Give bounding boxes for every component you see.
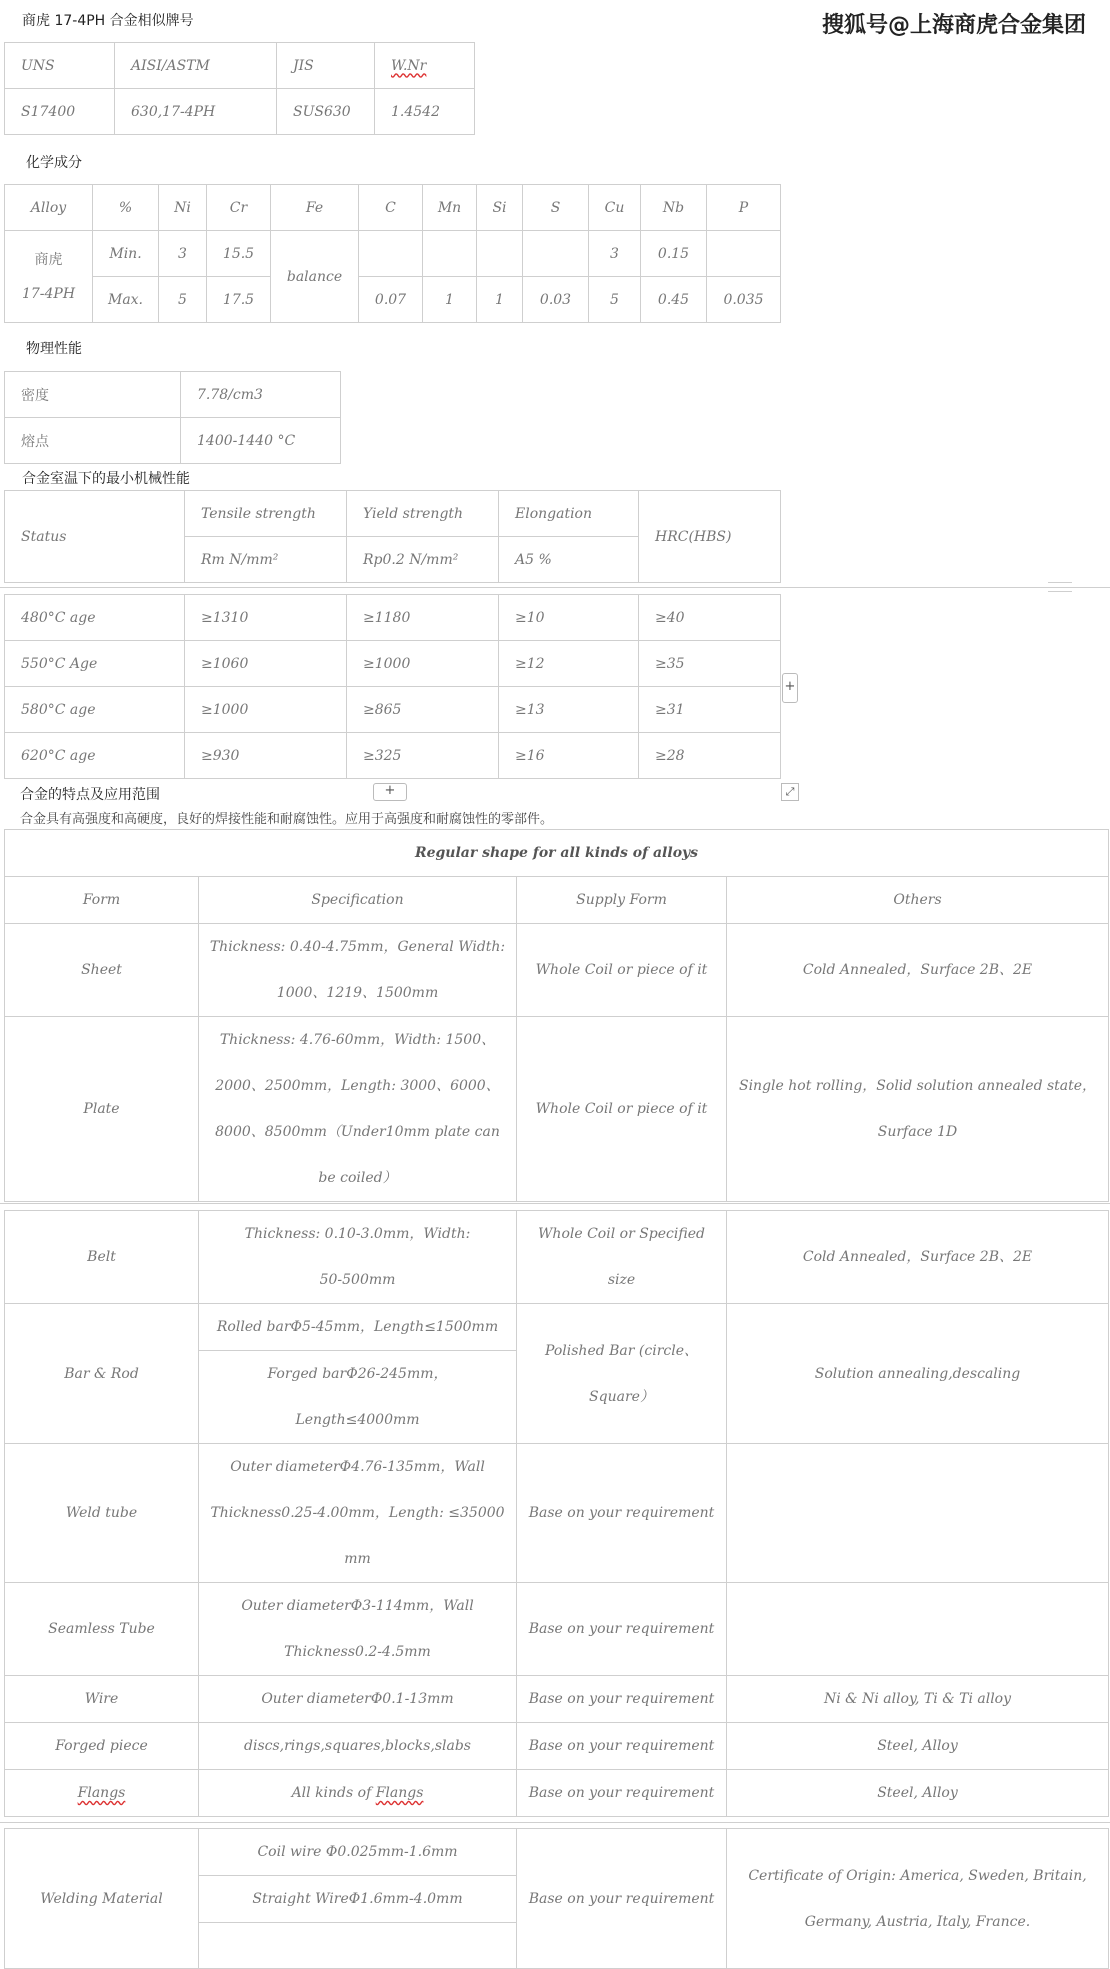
mech-elong-header: Elongation bbox=[499, 491, 639, 537]
shape-others: Steel, Alloy bbox=[727, 1770, 1109, 1817]
add-row-button[interactable]: + bbox=[373, 783, 407, 801]
section-title-equivalents: 商虎 17-4PH 合金相似牌号 bbox=[22, 13, 194, 29]
mech-row bbox=[5, 641, 781, 687]
comp-max-label: Max. bbox=[93, 277, 159, 323]
mech-hrc: ≥31 bbox=[639, 687, 781, 733]
equiv-value: 1.4542 bbox=[375, 89, 475, 135]
shape-spec bbox=[199, 1351, 517, 1444]
mech-yield: ≥1180 bbox=[347, 595, 499, 641]
mech-status: 580°C age bbox=[5, 687, 185, 733]
equivalents-table bbox=[4, 42, 475, 135]
comp-header: Si bbox=[477, 185, 523, 231]
comp-max-s: 0.03 bbox=[523, 277, 589, 323]
shape-spec: Straight WireΦ1.6mm-4.0mm bbox=[199, 1876, 517, 1923]
shape-supply: Base on your requirement bbox=[517, 1770, 727, 1817]
shape-spec bbox=[199, 1211, 517, 1304]
shape-supply: Base on your requirement bbox=[517, 1583, 727, 1676]
shape-spec: Outer diameterΦ0.1-13mm bbox=[199, 1676, 517, 1723]
physical-table bbox=[4, 371, 341, 464]
comp-header: P bbox=[707, 185, 781, 231]
equiv-value: S17400 bbox=[5, 89, 115, 135]
shapes-header: Form bbox=[5, 877, 199, 924]
comp-min-ni: 3 bbox=[159, 231, 207, 277]
comp-header: Cu bbox=[589, 185, 641, 231]
shape-supply: Whole Coil or Specified size bbox=[517, 1211, 727, 1304]
mech-status: 550°C Age bbox=[5, 641, 185, 687]
shape-spec-line: Thickness0.25-4.00mm，Length: ≤35000 bbox=[210, 1505, 505, 1521]
comp-header: % bbox=[93, 185, 159, 231]
comp-header: S bbox=[523, 185, 589, 231]
comp-fe-cell: balance bbox=[271, 231, 359, 323]
equiv-header: AISI/ASTM bbox=[115, 43, 277, 89]
shape-spec-word: Flangs bbox=[375, 1785, 424, 1801]
shape-spec-line: Thickness0.2-4.5mm bbox=[284, 1644, 431, 1660]
shape-spec bbox=[199, 1583, 517, 1676]
mech-status: 620°C age bbox=[5, 733, 185, 779]
shape-spec-line: be coiled） bbox=[318, 1170, 397, 1186]
equiv-header: UNS bbox=[5, 43, 115, 89]
phys-value: 7.78/cm3 bbox=[181, 372, 341, 418]
equiv-header: JIS bbox=[277, 43, 375, 89]
shapes-title: Regular shape for all kinds of alloys bbox=[5, 830, 1109, 877]
shape-spec-line: Length≤4000mm bbox=[295, 1412, 420, 1428]
shape-spec bbox=[199, 1770, 517, 1817]
shapes-header: Supply Form bbox=[517, 877, 727, 924]
shape-others: Solution annealing,descaling bbox=[727, 1304, 1109, 1444]
shape-form: Sheet bbox=[5, 924, 199, 1017]
comp-max-cr: 17.5 bbox=[207, 277, 271, 323]
shape-spec bbox=[199, 924, 517, 1017]
shapes-header: Specification bbox=[199, 877, 517, 924]
page-break-line bbox=[0, 1203, 1110, 1204]
equiv-header bbox=[375, 43, 475, 89]
table-resize-handle[interactable]: ⤢ bbox=[781, 783, 799, 801]
section-title-features: 合金的特点及应用范围 bbox=[20, 787, 160, 803]
mech-hrc: ≥28 bbox=[639, 733, 781, 779]
mech-elong: ≥13 bbox=[499, 687, 639, 733]
shape-form-text: Flangs bbox=[77, 1785, 126, 1801]
shape-supply: Base on your requirement bbox=[517, 1829, 727, 1969]
shape-spec: discs,rings,squares,blocks,slabs bbox=[199, 1723, 517, 1770]
comp-header: Nb bbox=[641, 185, 707, 231]
shape-others: Cold Annealed，Surface 2B、2E bbox=[727, 1211, 1109, 1304]
section-title-physical: 物理性能 bbox=[26, 341, 82, 357]
alloy-grade: 17-4PH bbox=[21, 285, 76, 302]
mech-tensile: ≥1060 bbox=[185, 641, 347, 687]
shape-spec-line: Outer diameterΦ3-114mm，Wall bbox=[241, 1598, 474, 1614]
shape-supply-line: Square） bbox=[589, 1388, 654, 1405]
shape-spec-line: 8000、8500mm（Under10mm plate can bbox=[215, 1124, 500, 1140]
shape-row-wire bbox=[5, 1676, 1109, 1723]
mech-tensile: ≥1000 bbox=[185, 687, 347, 733]
comp-header: Alloy bbox=[5, 185, 93, 231]
equiv-value: SUS630 bbox=[277, 89, 375, 135]
comp-max-ni: 5 bbox=[159, 277, 207, 323]
phys-label: 密度 bbox=[5, 372, 181, 418]
section-title-composition: 化学成分 bbox=[26, 155, 82, 171]
shapes-table-part3 bbox=[4, 1828, 1109, 1969]
shape-others: Steel, Alloy bbox=[727, 1723, 1109, 1770]
comp-header: Fe bbox=[271, 185, 359, 231]
phys-value: 1400-1440 °C bbox=[181, 418, 341, 464]
mech-elong-unit: A5 % bbox=[499, 537, 639, 583]
comp-max-p: 0.035 bbox=[707, 277, 781, 323]
shape-spec-line: Thickness: 0.40-4.75mm，General Width: bbox=[209, 939, 506, 955]
mech-status: 480°C age bbox=[5, 595, 185, 641]
shape-others bbox=[727, 1444, 1109, 1583]
mech-tensile: ≥930 bbox=[185, 733, 347, 779]
shape-supply: Base on your requirement bbox=[517, 1676, 727, 1723]
shape-spec-line: Thickness: 0.10-3.0mm，Width: bbox=[244, 1226, 471, 1242]
shape-form: Weld tube bbox=[5, 1444, 199, 1583]
shape-row-welding bbox=[5, 1829, 1109, 1876]
shape-row-bar bbox=[5, 1304, 1109, 1351]
shape-row-belt bbox=[5, 1211, 1109, 1304]
composition-table bbox=[4, 184, 781, 323]
shape-spec-line: mm bbox=[344, 1551, 371, 1567]
comp-header: C bbox=[359, 185, 423, 231]
shape-row-seamless bbox=[5, 1583, 1109, 1676]
shape-spec-line: 1000、1219、1500mm bbox=[276, 985, 439, 1001]
mech-elong: ≥10 bbox=[499, 595, 639, 641]
shape-spec-line: 50-500mm bbox=[319, 1272, 396, 1288]
comp-max-c: 0.07 bbox=[359, 277, 423, 323]
comp-min-si bbox=[477, 231, 523, 277]
comp-min-p bbox=[707, 231, 781, 277]
comp-max-si: 1 bbox=[477, 277, 523, 323]
shape-spec-line: 2000、2500mm，Length: 3000、6000、 bbox=[215, 1078, 500, 1094]
alloy-brand: 商虎 bbox=[34, 251, 63, 268]
page-break-line bbox=[0, 1822, 1110, 1823]
features-description: 合金具有高强度和高硬度，良好的焊接性能和耐腐蚀性。应用于高强度和耐腐蚀性的零部件。 bbox=[20, 812, 554, 827]
mech-elong: ≥16 bbox=[499, 733, 639, 779]
comp-max-mn: 1 bbox=[423, 277, 477, 323]
shape-supply: Base on your requirement bbox=[517, 1723, 727, 1770]
shape-spec-line: Outer diameterΦ4.76-135mm，Wall bbox=[230, 1459, 485, 1475]
comp-header: Ni bbox=[159, 185, 207, 231]
shape-form: Plate bbox=[5, 1017, 199, 1202]
mech-yield-header: Yield strength bbox=[347, 491, 499, 537]
shapes-header: Others bbox=[727, 877, 1109, 924]
mech-tensile-header: Tensile strength bbox=[185, 491, 347, 537]
shape-supply-line: Polished Bar (circle、 bbox=[545, 1342, 698, 1359]
comp-min-label: Min. bbox=[93, 231, 159, 277]
shape-form: Forged piece bbox=[5, 1723, 199, 1770]
equiv-header-text: W.Nr bbox=[391, 57, 427, 74]
mech-tensile-unit: Rm N/mm² bbox=[185, 537, 347, 583]
mech-hrc-header: HRC(HBS) bbox=[639, 491, 781, 583]
mechanical-header-table bbox=[4, 490, 781, 583]
shape-others-line: Single hot rolling，Solid solution annealed state， bbox=[738, 1078, 1097, 1094]
shape-others bbox=[727, 1583, 1109, 1676]
page-break-line bbox=[0, 587, 1110, 588]
shape-others-line: Surface 1D bbox=[877, 1124, 958, 1140]
equiv-value: 630,17-4PH bbox=[115, 89, 277, 135]
mech-row bbox=[5, 595, 781, 641]
mech-tensile: ≥1310 bbox=[185, 595, 347, 641]
comp-min-c bbox=[359, 231, 423, 277]
comp-header: Mn bbox=[423, 185, 477, 231]
watermark: 搜狐号@上海商虎合金集团 bbox=[821, 13, 1086, 38]
mech-yield-unit: Rp0.2 N/mm² bbox=[347, 537, 499, 583]
shape-form: Seamless Tube bbox=[5, 1583, 199, 1676]
mech-yield: ≥1000 bbox=[347, 641, 499, 687]
page-break-marker bbox=[1048, 582, 1072, 592]
comp-max-cu: 5 bbox=[589, 277, 641, 323]
alloy-name-cell bbox=[5, 231, 93, 323]
add-column-button[interactable]: + bbox=[782, 673, 798, 703]
comp-min-cr: 15.5 bbox=[207, 231, 271, 277]
comp-min-cu: 3 bbox=[589, 231, 641, 277]
comp-min-nb: 0.15 bbox=[641, 231, 707, 277]
shape-supply: Whole Coil or piece of it bbox=[517, 924, 727, 1017]
mech-hrc: ≥35 bbox=[639, 641, 781, 687]
shape-form: Bar & Rod bbox=[5, 1304, 199, 1444]
shape-spec bbox=[199, 1017, 517, 1202]
shape-row-flange bbox=[5, 1770, 1109, 1817]
shape-others: Ni & Ni alloy, Ti & Ti alloy bbox=[727, 1676, 1109, 1723]
shape-spec-line: Thickness: 4.76-60mm，Width: 1500、 bbox=[219, 1032, 496, 1048]
comp-min-s bbox=[523, 231, 589, 277]
shape-supply bbox=[517, 1304, 727, 1444]
shape-spec-line: Forged barΦ26-245mm， bbox=[267, 1366, 448, 1382]
shape-others bbox=[727, 1829, 1109, 1969]
shape-others-line: Germany, Austria, Italy, France. bbox=[804, 1913, 1031, 1930]
shape-spec-empty bbox=[199, 1923, 517, 1969]
mech-row bbox=[5, 687, 781, 733]
shape-row-sheet bbox=[5, 924, 1109, 1017]
mech-row bbox=[5, 733, 781, 779]
shape-row-plate bbox=[5, 1017, 1109, 1202]
shape-supply: Whole Coil or piece of it bbox=[517, 1017, 727, 1202]
shapes-table-part2 bbox=[4, 1210, 1109, 1817]
section-title-mechanical: 合金室温下的最小机械性能 bbox=[22, 471, 190, 487]
shape-form: Welding Material bbox=[5, 1829, 199, 1969]
shape-spec: Coil wire Φ0.025mm-1.6mm bbox=[199, 1829, 517, 1876]
shape-form: Belt bbox=[5, 1211, 199, 1304]
mech-yield: ≥865 bbox=[347, 687, 499, 733]
shape-spec-prefix: All kinds of bbox=[291, 1785, 376, 1801]
shape-row-weld-tube bbox=[5, 1444, 1109, 1583]
mech-elong: ≥12 bbox=[499, 641, 639, 687]
shape-others: Cold Annealed，Surface 2B、2E bbox=[727, 924, 1109, 1017]
shape-supply: Base on your requirement bbox=[517, 1444, 727, 1583]
comp-max-nb: 0.45 bbox=[641, 277, 707, 323]
shape-form: Wire bbox=[5, 1676, 199, 1723]
mech-yield: ≥325 bbox=[347, 733, 499, 779]
phys-label: 熔点 bbox=[5, 418, 181, 464]
comp-header: Cr bbox=[207, 185, 271, 231]
shape-spec bbox=[199, 1444, 517, 1583]
shape-row-forged bbox=[5, 1723, 1109, 1770]
shape-spec: Rolled barΦ5-45mm，Length≤1500mm bbox=[199, 1304, 517, 1351]
mech-status-header: Status bbox=[5, 491, 185, 583]
comp-min-mn bbox=[423, 231, 477, 277]
shapes-table-part1 bbox=[4, 829, 1109, 1202]
mech-hrc: ≥40 bbox=[639, 595, 781, 641]
shape-form bbox=[5, 1770, 199, 1817]
mechanical-values-table bbox=[4, 594, 781, 779]
shape-others-line: Certificate of Origin: America, Sweden, Britain, bbox=[748, 1867, 1087, 1884]
shape-others bbox=[727, 1017, 1109, 1202]
